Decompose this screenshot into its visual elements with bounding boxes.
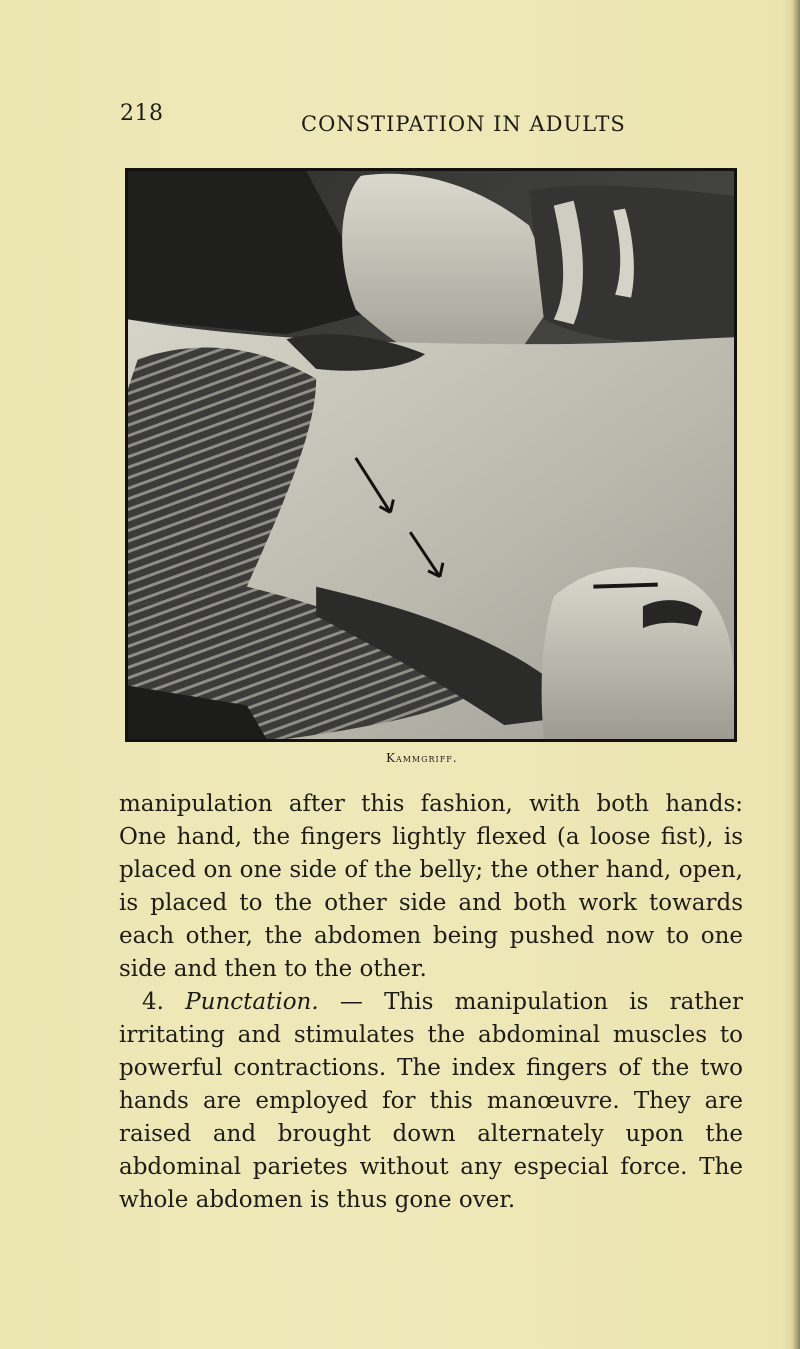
- photo-illustration: [128, 171, 734, 739]
- paragraph-manipulation-description: manipulation after this fashion, with both hands: One hand, the fingers lightly flexed (a loose fist), is placed on one side of the belly; the other hand, open, is placed to the other side and both work towards each other, the abdomen being pushed now to one side and then to the other.: [119, 791, 743, 982]
- section-dash: —: [318, 989, 385, 1015]
- section-body: This manipulation is rather irritating and stimulates the abdominal muscles to powerful contractions. The index fingers of the two hands are employed for this manœuvre. They are raised and brought down alternately upon the abdominal parietes without any especial force. The whole abdomen is thus gone over.: [119, 989, 744, 1213]
- section-number: 4.: [142, 989, 164, 1015]
- halftone-photograph: [125, 168, 737, 742]
- page-edge-shadow: [782, 0, 800, 1349]
- paragraph-punctation: [119, 986, 743, 1217]
- running-head: CONSTIPATION IN ADULTS: [301, 112, 626, 136]
- page-number: 218: [120, 101, 164, 126]
- body-text: [119, 788, 743, 1217]
- section-heading: Punctation.: [185, 989, 319, 1015]
- figure-caption: Kammgriff.: [386, 751, 458, 765]
